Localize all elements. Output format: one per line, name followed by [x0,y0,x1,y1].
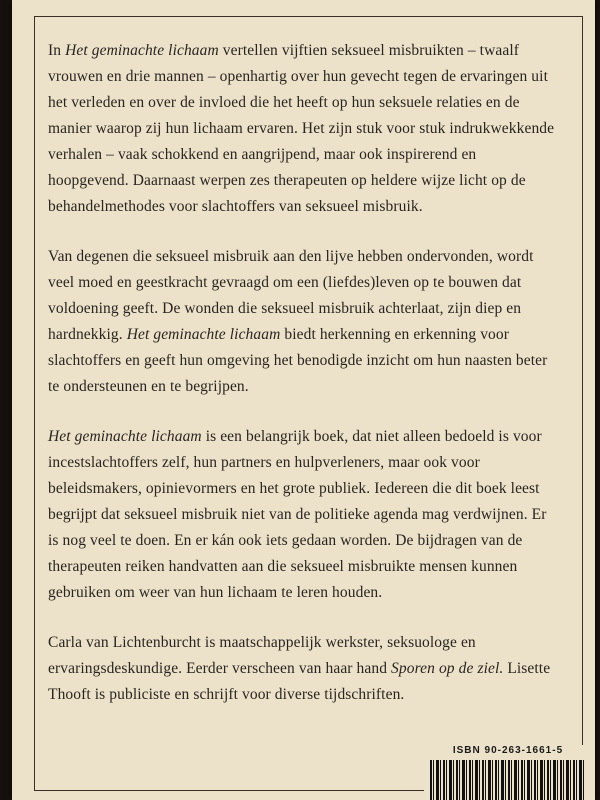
blurb-paragraph [48,38,558,220]
isbn-label: ISBN 90-263-1661-5 [452,745,564,756]
paragraph-text: Van degenen die seksueel misbruik aan den lijve hebben ondervonden, wordt veel moed en geestkracht gevraagd om een (liefdes)leven op te bouwen dat voldoening geeft. De wonden die seksueel misbruik achterlaat, zijn diep en hardnekkig. [48,248,534,343]
blurb-paragraph [48,630,558,708]
paragraph-text: is een belangrijk boek, dat niet alleen bedoeld is voor incestslachtoffers zelf, hun partners en hulpverleners, maar ook voor beleidsmakers, opinievormers en het grote publiek. Iedereen die dit boek leest begrijpt dat seksueel misbruik niet van de politieke agenda mag verdwijnen. Er is nog veel te doen. En er kán ook iets gedaan worden. De bijdragen van de therapeuten reiken handvatten aan die seksueel misbruikte mensen kunnen gebruiken om weer van hun lichaam te leren houden. [48,428,547,601]
paragraph-text: vertellen vijftien seksueel misbruikten – twaalf vrouwen en drie mannen – openhartig over hun gevecht tegen de ervaringen uit het verleden en over de invloed die het heeft op hun seksuele relaties en de manier waarop zij hun lichaam ervaren. Het zijn stuk voor stuk indrukwekkende verhalen – vaak schokkend en aangrijpend, maar ook inspirerend en hoopgevend. Daarnaast werpen zes therapeuten op heldere wijze licht op de behandelmethodes voor slachtoffers van seksueel misbruik. [48,42,555,215]
paragraph-text: Lisette Thooft is publiciste en schrijft voor diverse tijdschriften. [48,660,551,703]
blurb-text [48,38,558,732]
book-back-cover [12,0,595,800]
paragraph-text: biedt herkenning en erkenning voor slachtoffers en geeft hun omgeving het benodigde inzicht om hun naasten beter te ondersteunen en te begrijpen. [48,326,548,395]
barcode-image [430,760,586,800]
book-title-italic: Sporen op de ziel. [391,660,504,677]
barcode-area [424,745,592,800]
book-title-italic: Het geminachte lichaam [65,42,219,59]
blurb-paragraph [48,244,558,400]
book-title-italic: Het geminachte lichaam [48,428,202,445]
paragraph-text: In [48,42,66,59]
book-title-italic: Het geminachte lichaam [126,326,281,343]
blurb-paragraph [48,424,558,606]
paragraph-text: Carla van Lichtenburcht is maatschappelijk werkster, seksuologe en ervaringsdeskundige. Eerder verscheen van haar hand [48,634,476,677]
